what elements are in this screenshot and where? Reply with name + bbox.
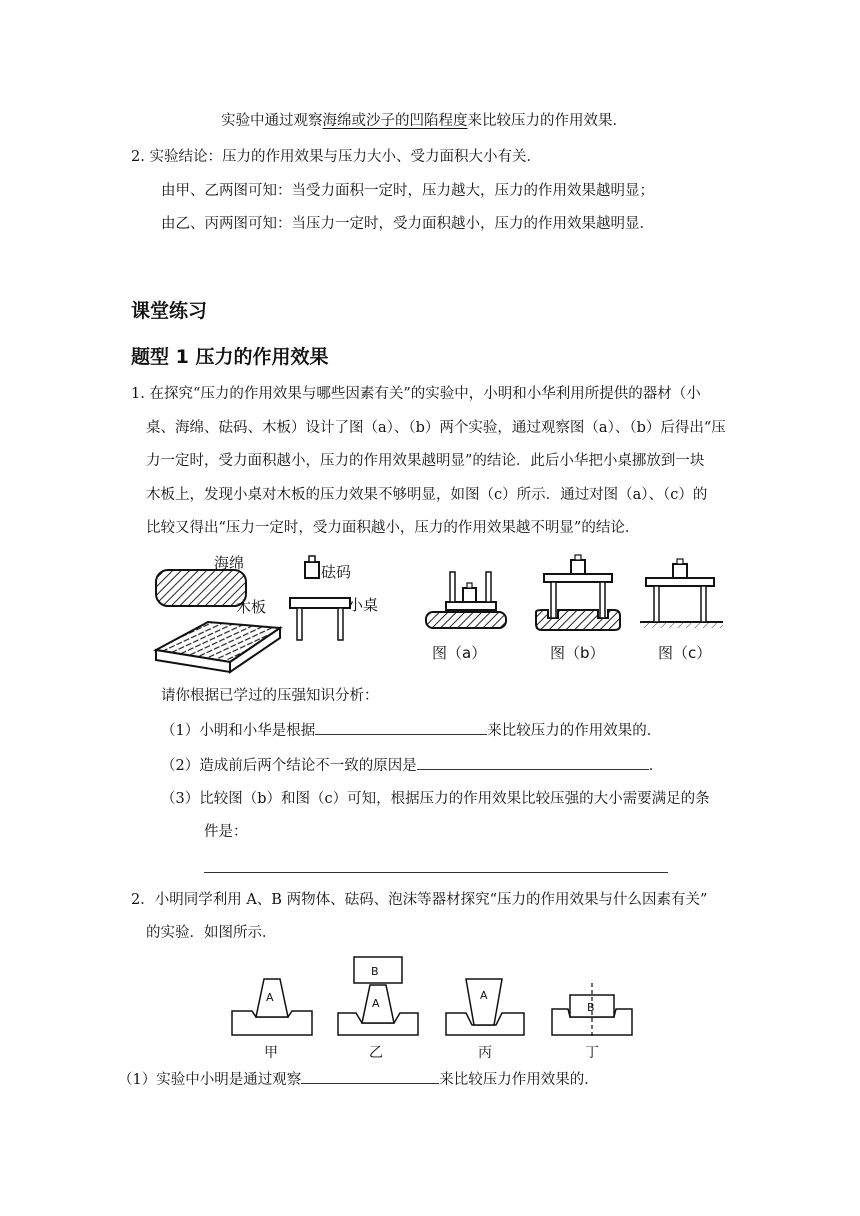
q1-sub-2 (161, 755, 663, 776)
q1-line-3: 力一定时，受力面积越小，压力的作用效果越明显”的结论．此后小华把小桌挪放到一块 (146, 453, 705, 469)
caption-jia: 甲 (264, 1045, 278, 1061)
intro-line-1 (221, 111, 627, 131)
q1-sub-2-blank[interactable] (417, 755, 649, 770)
experiment-c (640, 559, 723, 662)
q1-experiment-figure (418, 548, 728, 668)
caption-b: 图（b） (550, 644, 605, 662)
label-weight: 砝码 (321, 563, 352, 581)
q1-sub-1 (161, 720, 661, 741)
table-shape (290, 598, 350, 608)
q2-line-1: 2．小明同学利用 A、B 两物体、砝码、泡沫等器材探究“压力的作用效果与什么因素有关” (131, 892, 708, 908)
q1-sub-2-post: ． (648, 758, 664, 774)
q2-block-a-yi: A (372, 997, 380, 1010)
q2-block-b-ding: B (587, 1001, 595, 1014)
q2-sub-1-blank[interactable] (301, 1069, 439, 1084)
q1-sub-1-pre: （1）小明和小华是根据 (161, 723, 316, 739)
sponge-shape (156, 570, 246, 606)
q1-sub-3-blank[interactable] (204, 872, 668, 873)
q1-line-1: 1. 在探究“压力的作用效果与哪些因素有关”的实验中，小明和小华利用所提供的器材（小 (131, 386, 701, 402)
caption-yi: 乙 (369, 1045, 383, 1061)
q2-sub-1-pre: （1）实验中小明是通过观察 (118, 1072, 302, 1088)
intro-line-1-post: 来比较压力的作用效果． (467, 113, 627, 129)
q2-block-b-yi: B (371, 965, 379, 978)
label-board: 木板 (236, 598, 267, 616)
intro-conclusion-2: 由乙、丙两图可知：当压力一定时，受力面积越小，压力的作用效果越明显． (161, 216, 654, 232)
q2-line-2: 的实验．如图所示． (146, 925, 277, 941)
intro-line-1-pre: 实验中通过观察 (221, 113, 323, 129)
q1-prompt: 请你根据已学过的压强知识分析： (161, 688, 379, 704)
q1-sub-1-blank[interactable] (315, 720, 487, 735)
intro-conclusion-1: 由甲、乙两图可知：当受力面积一定时，压力越大，压力的作用效果越明显； (161, 183, 654, 199)
q2-sub-1-post: 来比较压力作用效果的． (439, 1072, 599, 1088)
subsection-title: 题型 1 压力的作用效果 (131, 346, 329, 368)
experiment-a (426, 572, 506, 662)
q1-materials-figure (150, 550, 400, 680)
caption-bing: 丙 (478, 1045, 492, 1061)
caption-ding: 丁 (585, 1045, 599, 1061)
caption-c: 图（c） (658, 644, 712, 662)
q2-sub-1 (118, 1069, 599, 1090)
weight-shape (305, 562, 319, 578)
q1-line-5: 比较又得出“压力一定时，受力面积越小，压力的作用效果越不明显”的结论． (146, 520, 640, 536)
experiment-b (536, 555, 620, 662)
q2-figure (226, 955, 646, 1065)
q2-figure-ding (552, 983, 632, 1061)
q1-sub-3-line-2: 件是： (204, 824, 248, 840)
q1-sub-2-pre: （2）造成前后两个结论不一致的原因是 (161, 758, 417, 774)
q2-block-a-jia: A (266, 991, 274, 1004)
q2-figure-jia (232, 979, 312, 1061)
label-sponge: 海绵 (214, 554, 245, 572)
label-table: 小桌 (348, 596, 379, 614)
q1-sub-3-line-1: （3）比较图（b）和图（c）可知，根据压力的作用效果比较压强的大小需要满足的条 (161, 791, 710, 807)
intro-line-1-underlined: 海绵或沙子的凹陷程度 (322, 113, 468, 129)
section-title: 课堂练习 (131, 300, 208, 322)
q2-figure-yi (338, 957, 418, 1061)
q1-line-2: 桌、海绵、砝码、木板）设计了图（a）、（b）两个实验，通过观察图（a）、（b）后得出“压 (146, 420, 726, 436)
intro-item-2: 2. 实验结论：压力的作用效果与压力大小、受力面积大小有关． (131, 149, 541, 165)
q2-block-a-bing: A (480, 989, 488, 1002)
caption-a: 图（a） (432, 644, 487, 662)
q1-sub-1-post: 来比较压力的作用效果的． (487, 723, 662, 739)
q2-figure-bing (446, 979, 524, 1061)
q1-line-4: 木板上，发现小桌对木板的压力效果不够明显，如图（c）所示．通过对图（a）、（c）的 (146, 487, 708, 503)
